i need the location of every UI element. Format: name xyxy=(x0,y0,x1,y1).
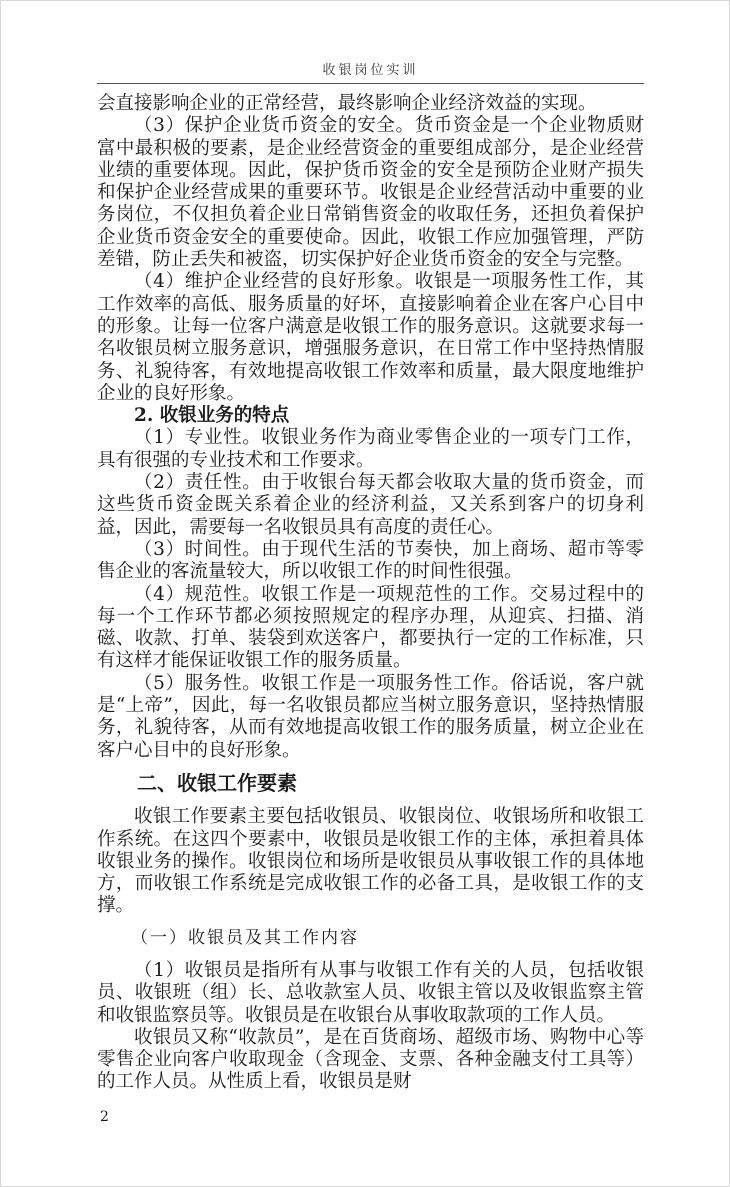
paragraph: （2）责任性。由于收银台每天都会收取大量的货币资金，而这些货币资金既关系着企业的经济利益，又关系到客户的切身利益，因此，需要每一名收银员具有高度的责任心。 xyxy=(97,472,644,538)
body-text xyxy=(97,1,644,1186)
paragraph: （4）规范性。收银工作是一项规范性的工作。交易过程中的每一个工作环节都必须按照规定的程序办理，从迎宾、扫描、消磁、收款、打单、装袋到欢送客户，都要执行一定的工作标准，只有这样才能保证收银工作的服务质量。 xyxy=(97,583,644,672)
subheading: 2. 收银业务的特点 xyxy=(134,405,290,427)
paragraph: （3）保护企业货币资金的安全。货币资金是一个企业物质财富中最积极的要素，是企业经营资金的重要组成部分，是企业经营业绩的重要体现。因此，保护货币资金的安全是预防企业财产损失和保护企业经营成果的重要环节。收银是企业经营活动中重要的业务岗位，不仅担负着企业日常销售资金的收取任务，还担负着保护企业货币资金安全的重要使命。因此，收银工作应加强管理，严防差错，防止丢失和被盗，切实保护好企业货币资金的安全与完整。 xyxy=(97,115,644,271)
section-heading: 二、收银工作要素 xyxy=(137,770,297,795)
paragraph: 会直接影响企业的正常经营，最终影响企业经济效益的实现。 xyxy=(97,93,597,114)
paragraph: （5）服务性。收银工作是一项服务性工作。俗话说，客户就是“上帝”，因此，每一名收银员都应当树立服务意识，坚持热情服务，礼貌待客，从而有效地提高收银工作的服务质量，树立企业在客户心目中的良好形象。 xyxy=(97,672,644,761)
paragraph: （3）时间性。由于现代生活的节奏快，加上商场、超市等零售企业的客流量较大，所以收银工作的时间性很强。 xyxy=(97,538,644,583)
page-number: 2 xyxy=(100,1108,109,1125)
paragraph: （1）专业性。收银业务作为商业零售企业的一项专门工作，具有很强的专业技术和工作要求。 xyxy=(97,427,644,471)
paragraph: 收银工作要素主要包括收银员、收银岗位、收银场所和收银工作系统。在这四个要素中，收银员是收银工作的主体，承担着具体收银业务的操作。收银岗位和场所是收银员从事收银工作的具体地方，而收银工作系统是完成收银工作的必备工具，是收银工作的支撑。 xyxy=(97,806,644,917)
paragraph: （4）维护企业经营的良好形象。收银是一项服务性工作，其工作效率的高低、服务质量的好坏，直接影响着企业在客户心目中的形象。让每一位客户满意是收银工作的服务意识。这就要求每一名收银员树立服务意识，增强服务意识，在日常工作中坚持热情服务、礼貌待客，有效地提高收银工作效率和质量，最大限度地维护企业的良好形象。 xyxy=(97,271,644,404)
running-header: 收银岗位实训 xyxy=(322,63,419,78)
paragraph: （1）收银员是指所有从事与收银工作有关的人员，包括收银员、收银班（组）长、总收款室人员、收银主管以及收银监察主管和收银监察员等。收银员是在收银台从事收取款项的工作人员。 xyxy=(97,959,644,1026)
paragraph: 收银员又称“收款员”，是在百货商场、超级市场、购物中心等零售企业向客户收取现金（含现金、支票、各种金融支付工具等）的工作人员。从性质上看，收银员是财 xyxy=(97,1026,644,1093)
subsection-heading: （一）收银员及其工作内容 xyxy=(131,927,359,948)
